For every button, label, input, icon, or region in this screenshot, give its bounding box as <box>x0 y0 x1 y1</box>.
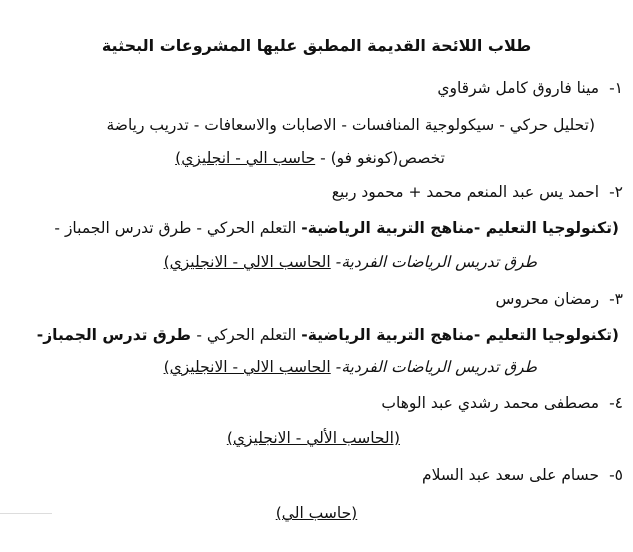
student-1-subjects-plain: تخصص(كونغو فو) - <box>320 149 445 167</box>
student-3-subjects-bold-2: طرق تدرس الجمباز- <box>36 326 197 344</box>
student-4-name-line <box>381 392 623 414</box>
student-4-subjects-line1 <box>227 427 400 449</box>
student-5-name: حسام على سعد عبد السلام <box>421 466 600 484</box>
student-3-subjects-line1 <box>37 324 619 346</box>
document-title: طلاب اللائحة القديمة المطبق عليها المشروعات البحثية <box>101 36 532 55</box>
student-1-subjects-line2 <box>175 147 445 169</box>
student-4-subjects-underlined: (الحاسب الألي - الانجليزي) <box>226 429 400 447</box>
student-3-number: ٣- <box>609 290 623 308</box>
student-2-name-line <box>332 181 623 203</box>
student-4-number: ٤- <box>609 394 623 412</box>
student-1-subjects-underlined: حاسب الي - انجليزي) <box>175 149 316 167</box>
student-3-name: رمضان محروس <box>495 290 600 308</box>
student-3-subjects-plain: التعلم الحركي - <box>196 326 302 344</box>
student-1-name: مينا فاروق كامل شرقاوي <box>437 79 600 97</box>
student-2-subjects-bold: (تكنولوجيا التعليم -مناهج التربية الرياضية- <box>301 219 619 237</box>
student-2-subjects-line2 <box>164 251 537 273</box>
student-3-subjects-underlined: الحاسب الالي - الانجليزي) <box>163 358 331 376</box>
student-4-name: مصطفى محمد رشدي عبد الوهاب <box>381 394 600 412</box>
student-5-number: ٥- <box>609 466 623 484</box>
student-5-subjects-line1 <box>0 502 633 524</box>
student-3-subjects-line2 <box>164 356 537 378</box>
student-2-number: ٢- <box>609 183 623 201</box>
student-1-number: ١- <box>609 79 623 97</box>
page-corner-mark <box>0 513 52 514</box>
student-5-subjects-underlined: (حاسب الي) <box>275 504 358 522</box>
student-3-subjects-bold: (تكنولوجيا التعليم -مناهج التربية الرياضية- <box>301 326 619 344</box>
student-2-subjects-underlined: الحاسب الالي - الانجليزي) <box>163 253 331 271</box>
student-2-subjects-line1 <box>54 217 619 239</box>
student-3-name-line <box>496 288 623 310</box>
student-3-subjects-italic: طرق تدريس الرياضات الفردية- <box>335 358 537 376</box>
student-2-subjects-plain: التعلم الحركي - طرق تدرس الجمباز - <box>54 219 302 237</box>
student-5-name-line <box>422 464 623 486</box>
student-2-subjects-italic: طرق تدريس الرياضات الفردية- <box>335 253 537 271</box>
student-1-subjects-line1: (تحليل حركي - سيكولوجية المنافسات - الاصابات والاسعافات - تدريب رياضة <box>106 116 595 134</box>
student-2-name: احمد يس عبد المنعم محمد + محمود ربيع <box>331 183 600 201</box>
student-1-name-line <box>437 77 623 99</box>
